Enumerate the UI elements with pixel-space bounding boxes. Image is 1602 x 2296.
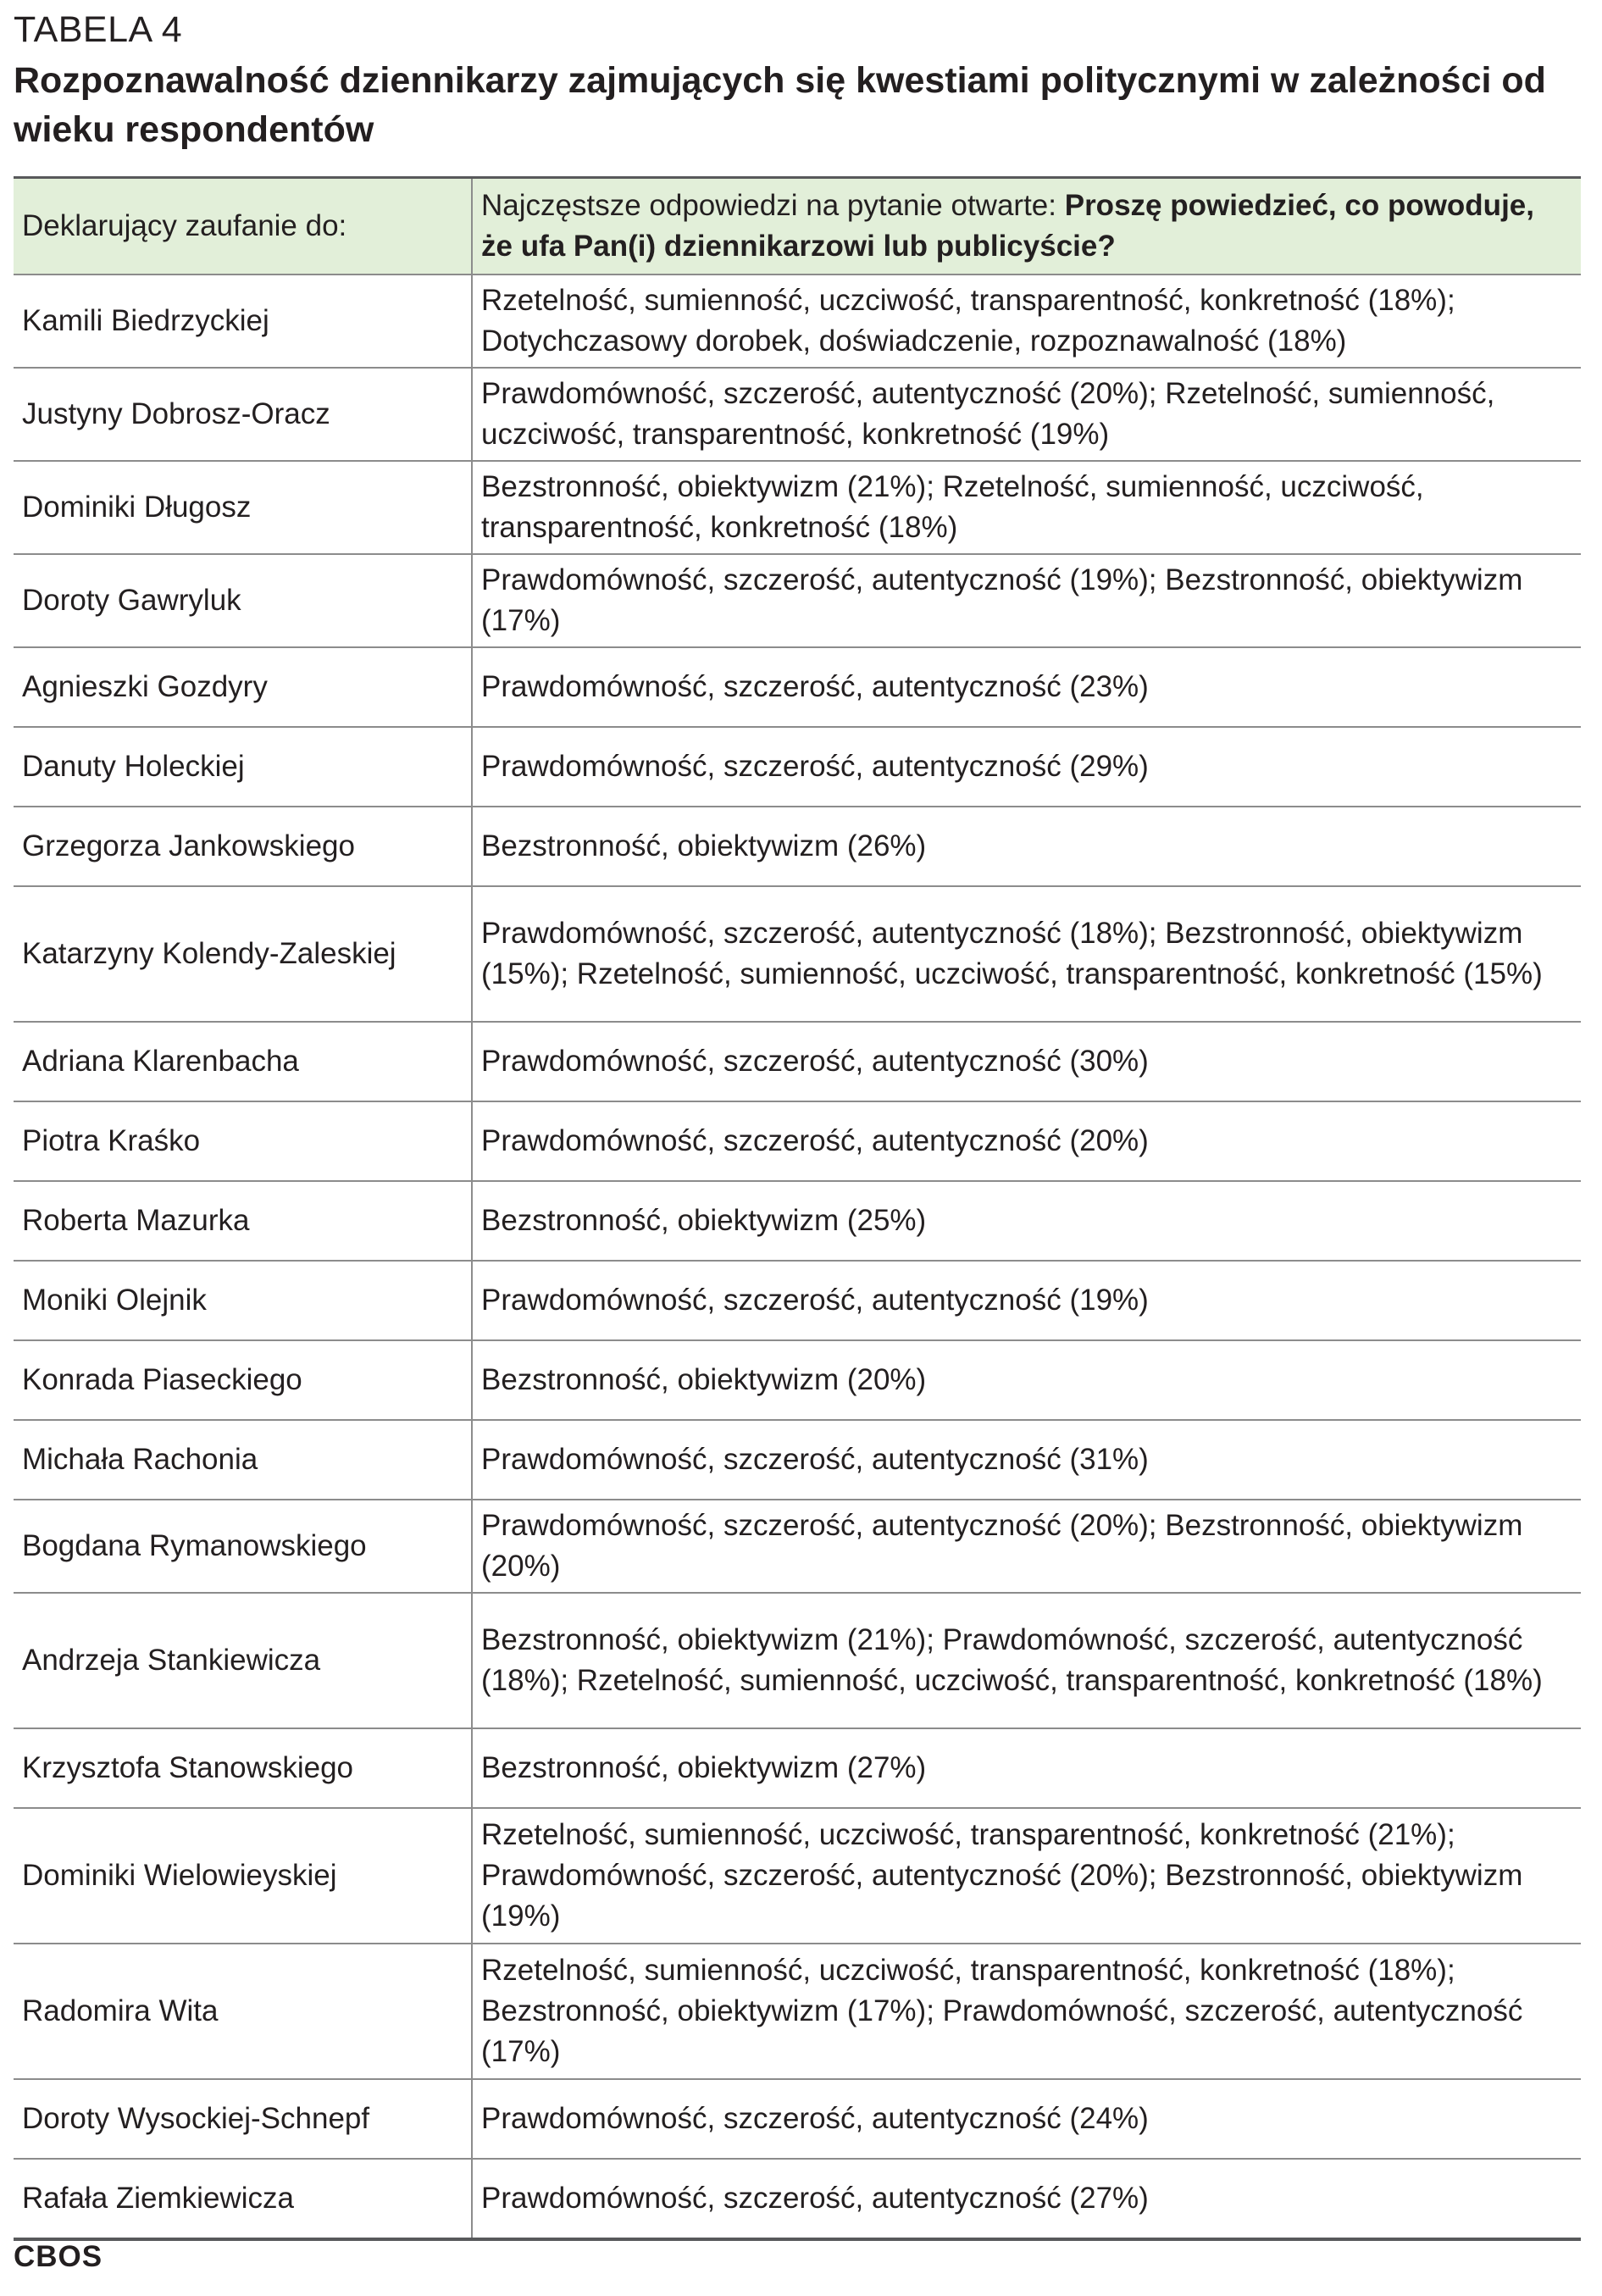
journalist-name: Rafała Ziemkiewicza	[14, 2159, 472, 2239]
trust-reasons: Prawdomówność, szczerość, autentyczność (31%)	[472, 1420, 1581, 1500]
trust-reasons: Bezstronność, obiektywizm (26%)	[472, 807, 1581, 886]
table-row	[14, 1728, 1581, 1808]
table-row	[14, 727, 1581, 807]
journalist-name: Danuty Holeckiej	[14, 727, 472, 807]
trust-reasons: Prawdomówność, szczerość, autentyczność (19%); Bezstronność, obiektywizm (17%)	[472, 554, 1581, 647]
trust-reasons: Bezstronność, obiektywizm (27%)	[472, 1728, 1581, 1808]
journalist-name: Katarzyny Kolendy-Zaleskiej	[14, 886, 472, 1022]
trust-reasons: Rzetelność, sumienność, uczciwość, transparentność, konkretność (21%); Prawdomówność, szczerość, autentyczność (20%); Bezstronność, obiektywizm (19%)	[472, 1808, 1581, 1944]
journalist-name: Kamili Biedrzyckiej	[14, 275, 472, 368]
trust-reasons: Prawdomówność, szczerość, autentyczność (20%)	[472, 1101, 1581, 1181]
column-header-question: Proszę powiedzieć, co powoduje, że ufa Pan(i) dziennikarzowi lub publicyście?	[481, 189, 1534, 263]
table-row	[14, 554, 1581, 647]
journalist-name: Konrada Piaseckiego	[14, 1340, 472, 1420]
journalist-name: Justyny Dobrosz-Oracz	[14, 368, 472, 461]
journalist-name: Agnieszki Gozdyry	[14, 647, 472, 727]
table-row	[14, 461, 1581, 554]
journalist-name: Bogdana Rymanowskiego	[14, 1500, 472, 1593]
trust-reasons: Prawdomówność, szczerość, autentyczność (23%)	[472, 647, 1581, 727]
table-row	[14, 1593, 1581, 1728]
table-row	[14, 647, 1581, 727]
table-header-row	[14, 178, 1581, 275]
table-row	[14, 2079, 1581, 2159]
trust-reasons: Bezstronność, obiektywizm (21%); Prawdomówność, szczerość, autentyczność (18%); Rzetelność, sumienność, uczciwość, transparentność, konkretność (18%)	[472, 1593, 1581, 1728]
journalist-name: Moniki Olejnik	[14, 1261, 472, 1340]
trust-reasons: Prawdomówność, szczerość, autentyczność (20%); Rzetelność, sumienność, uczciwość, transparentność, konkretność (19%)	[472, 368, 1581, 461]
source-label: CBOS	[14, 2240, 103, 2273]
journalist-name: Roberta Mazurka	[14, 1181, 472, 1261]
trust-reasons: Prawdomówność, szczerość, autentyczność (20%); Bezstronność, obiektywizm (20%)	[472, 1500, 1581, 1593]
journalist-name: Andrzeja Stankiewicza	[14, 1593, 472, 1728]
trust-reasons: Rzetelność, sumienność, uczciwość, transparentność, konkretność (18%); Bezstronność, obiektywizm (17%); Prawdomówność, szczerość, autentyczność (17%)	[472, 1944, 1581, 2079]
trust-reasons: Bezstronność, obiektywizm (21%); Rzetelność, sumienność, uczciwość, transparentność, konkretność (18%)	[472, 461, 1581, 554]
journalist-name: Michała Rachonia	[14, 1420, 472, 1500]
table-row	[14, 886, 1581, 1022]
trust-reasons: Prawdomówność, szczerość, autentyczność (24%)	[472, 2079, 1581, 2159]
table-row	[14, 1340, 1581, 1420]
journalist-name: Krzysztofa Stanowskiego	[14, 1728, 472, 1808]
table-row	[14, 1944, 1581, 2079]
table-row	[14, 1500, 1581, 1593]
table-label: TABELA 4	[14, 9, 183, 50]
journalist-name: Dominiki Wielowieyskiej	[14, 1808, 472, 1944]
journalist-name: Adriana Klarenbacha	[14, 1022, 472, 1101]
table-row	[14, 1101, 1581, 1181]
trust-reasons: Prawdomówność, szczerość, autentyczność (19%)	[472, 1261, 1581, 1340]
table-row	[14, 275, 1581, 368]
column-header-answers	[472, 178, 1581, 275]
journalist-name: Doroty Wysockiej-Schnepf	[14, 2079, 472, 2159]
trust-reasons: Rzetelność, sumienność, uczciwość, transparentność, konkretność (18%); Dotychczasowy dorobek, doświadczenie, rozpoznawalność (18%)	[472, 275, 1581, 368]
journalist-name: Doroty Gawryluk	[14, 554, 472, 647]
column-header-lead: Najczęstsze odpowiedzi na pytanie otwarte:	[481, 189, 1065, 222]
table-row	[14, 1022, 1581, 1101]
journalist-name: Piotra Kraśko	[14, 1101, 472, 1181]
table-row	[14, 368, 1581, 461]
trust-reasons: Prawdomówność, szczerość, autentyczność (27%)	[472, 2159, 1581, 2239]
table-row	[14, 1420, 1581, 1500]
trust-reasons: Bezstronność, obiektywizm (20%)	[472, 1340, 1581, 1420]
trust-reasons: Prawdomówność, szczerość, autentyczność (18%); Bezstronność, obiektywizm (15%); Rzetelność, sumienność, uczciwość, transparentność, konkretność (15%)	[472, 886, 1581, 1022]
journalist-name: Radomira Wita	[14, 1944, 472, 2079]
table-title: Rozpoznawalność dziennikarzy zajmujących się kwestiami politycznymi w zależności od wieku respondentów	[14, 60, 1546, 150]
table-row	[14, 1261, 1581, 1340]
journalist-name: Grzegorza Jankowskiego	[14, 807, 472, 886]
trust-reasons: Prawdomówność, szczerość, autentyczność (29%)	[472, 727, 1581, 807]
journalist-name: Dominiki Długosz	[14, 461, 472, 554]
table-row	[14, 1808, 1581, 1944]
trust-reasons: Bezstronność, obiektywizm (25%)	[472, 1181, 1581, 1261]
table-row	[14, 807, 1581, 886]
trust-reasons: Prawdomówność, szczerość, autentyczność (30%)	[472, 1022, 1581, 1101]
column-header-respondents: Deklarujący zaufanie do:	[14, 178, 472, 275]
table-row	[14, 1181, 1581, 1261]
data-table	[14, 176, 1581, 2241]
table-row	[14, 2159, 1581, 2239]
